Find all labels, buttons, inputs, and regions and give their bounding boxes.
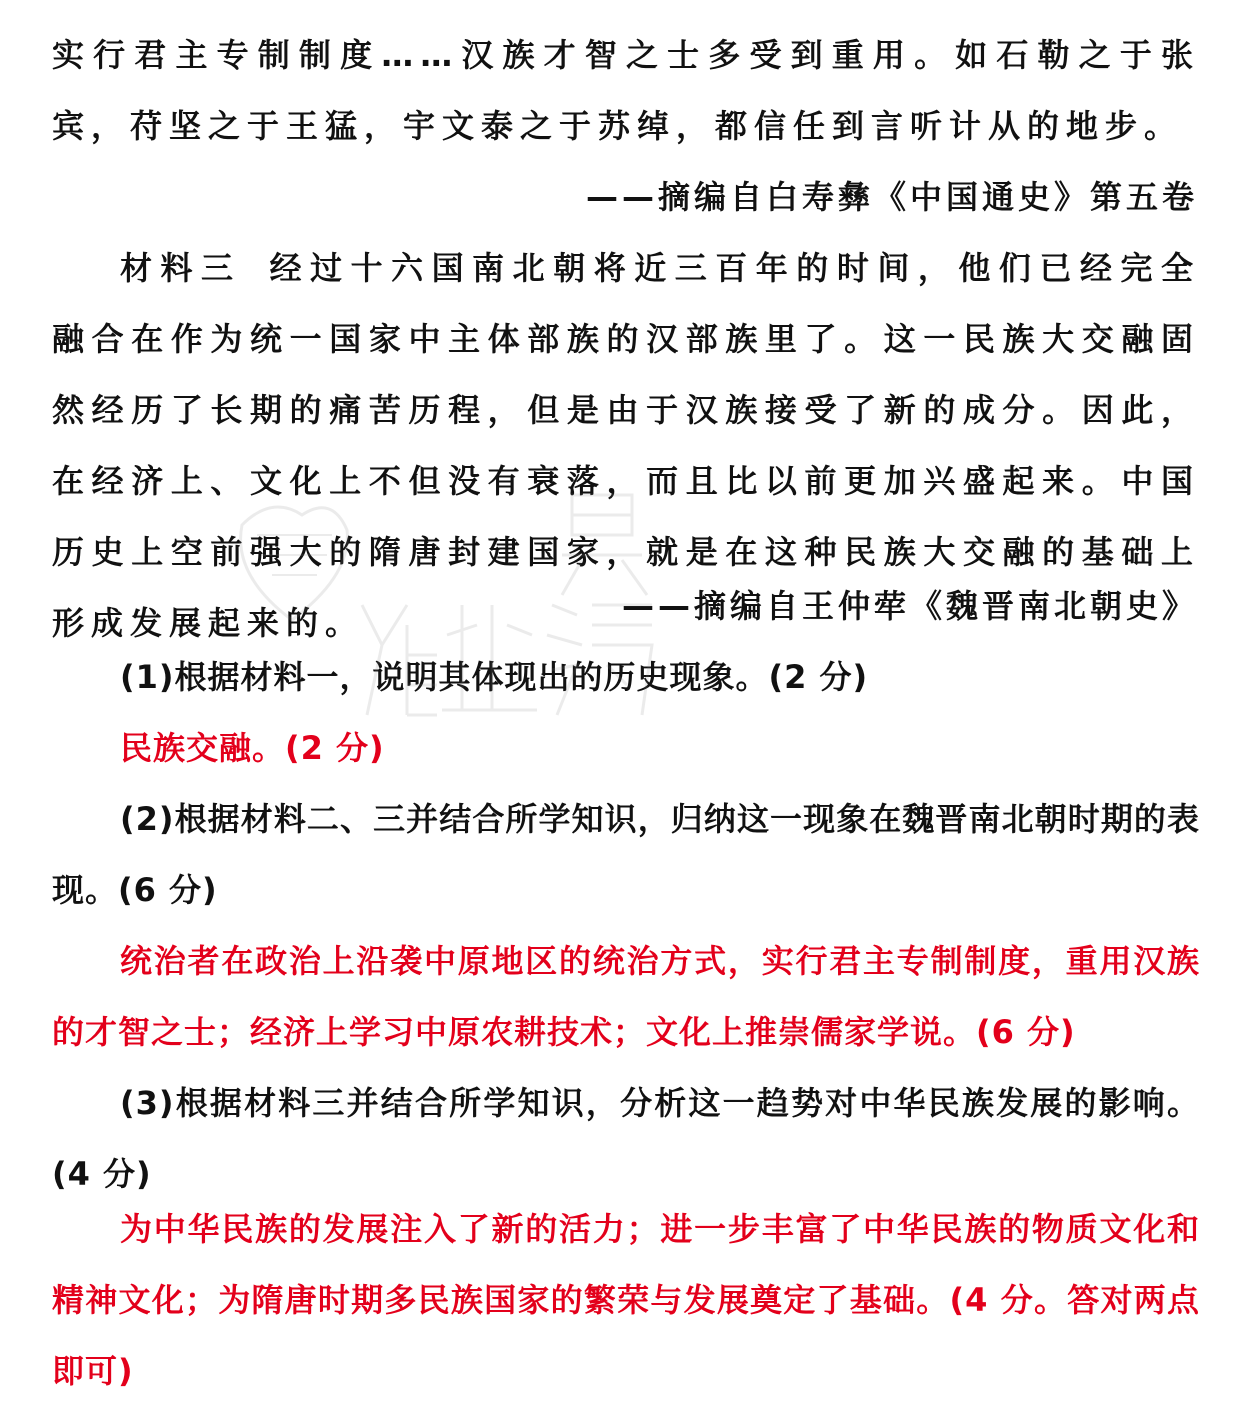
question-2: (2)根据材料二、三并结合所学知识，归纳这一现象在魏晋南北朝时期的表现。(6 分) (52, 800, 1200, 909)
material3-source: ——摘编自王仲荦《魏晋南北朝史》 (621, 587, 1198, 625)
question-1: (1)根据材料一，说明其体现出的历史现象。(2 分) (120, 658, 869, 696)
answer-2: 统治者在政治上沿袭中原地区的统治方式，实行君主专制制度，重用汉族的才智之士；经济上学习中原农耕技术；文化上推崇儒家学说。(6 分) (52, 942, 1200, 1051)
answer-1: 民族交融。(2 分) (120, 729, 385, 767)
question-3: (3)根据材料三并结合所学知识，分析这一趋势对中华民族发展的影响。(4 分) (52, 1084, 1200, 1193)
material3-label: 材料三 (120, 249, 242, 287)
material2-tail: 实行君主专制制度……汉族才智之士多受到重用。如石勒之于张宾，苻坚之于王猛，宇文泰之于苏绰，都信任到言听计从的地步。 (52, 36, 1200, 145)
answer-3: 为中华民族的发展注入了新的活力；进一步丰富了中华民族的物质文化和精神文化；为隋唐时期多民族国家的繁荣与发展奠定了基础。(4 分。答对两点即可) (52, 1210, 1200, 1390)
material2-source: ——摘编自白寿彝《中国通史》第五卷 (585, 178, 1198, 216)
material3-text: 经过十六国南北朝将近三百年的时间，他们已经完全融合在作为统一国家中主体部族的汉部族里了。这一民族大交融固然经历了长期的痛苦历程，但是由于汉族接受了新的成分。因此，在经济上、文化上不但没有衰落，而且比以前更加兴盛起来。中国历史上空前强大的隋唐封建国家，就是在这种民族大交融的基础上形成发展起来的。 (52, 249, 1200, 642)
